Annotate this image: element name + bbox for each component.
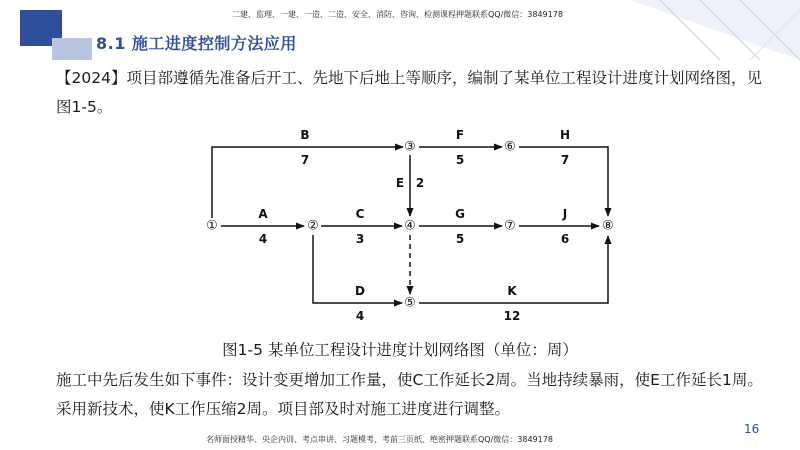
label-k: K — [507, 284, 517, 298]
node-4: ④ — [404, 218, 416, 234]
dur-e: 2 — [415, 176, 425, 190]
node-2: ② — [307, 218, 319, 234]
node-1: ① — [206, 218, 218, 234]
page-number: 16 — [744, 422, 760, 436]
label-b: B — [300, 128, 310, 142]
dur-c: 3 — [355, 232, 365, 246]
node-7: ⑦ — [504, 218, 516, 234]
slide-title: 8.1 施工进度控制方法应用 — [96, 34, 297, 53]
question-intro: 【2024】项目部遵循先准备后开工、先地下后地上等顺序，编制了某单位工程设计进度计划网络图，见图1-5。 — [56, 69, 762, 116]
footer-contact-note: 名师面授精华、央企内训、考点串讲、习题模考、考前三页纸、绝密押题联系QQ/微信：3849178 — [206, 435, 553, 444]
dur-j: 6 — [560, 232, 570, 246]
node-6: ⑥ — [504, 139, 516, 155]
dur-b: 7 — [300, 153, 310, 167]
label-c: C — [355, 207, 365, 221]
label-e: E — [395, 176, 405, 190]
node-3: ③ — [404, 139, 416, 155]
label-a: A — [258, 207, 268, 221]
label-f: F — [455, 128, 465, 142]
dur-d: 4 — [355, 309, 365, 323]
dur-h: 7 — [560, 153, 570, 167]
label-g: G — [455, 207, 465, 221]
header-contact-note: 二建、监理、一建、一造、二造、安全、消防、咨询、检测课程押题联系QQ/微信：3849178 — [232, 10, 563, 19]
label-d: D — [355, 284, 365, 298]
node-8: ⑧ — [602, 218, 614, 234]
label-j: J — [562, 207, 568, 221]
figure-caption: 图1-5 某单位工程设计进度计划网络图（单位：周） — [222, 341, 578, 359]
node-5: ⑤ — [404, 295, 416, 311]
dur-f: 5 — [455, 153, 465, 167]
dur-k: 12 — [503, 309, 521, 323]
dur-a: 4 — [258, 232, 268, 246]
label-h: H — [559, 128, 571, 142]
events-paragraph: 施工中先后发生如下事件：设计变更增加工作量，使C工作延长2周。当地持续暴雨，使E工作延长1周。采用新技术，使K工作压缩2周。项目部及时对施工进度进行调整。 — [56, 371, 763, 418]
dur-g: 5 — [455, 232, 465, 246]
